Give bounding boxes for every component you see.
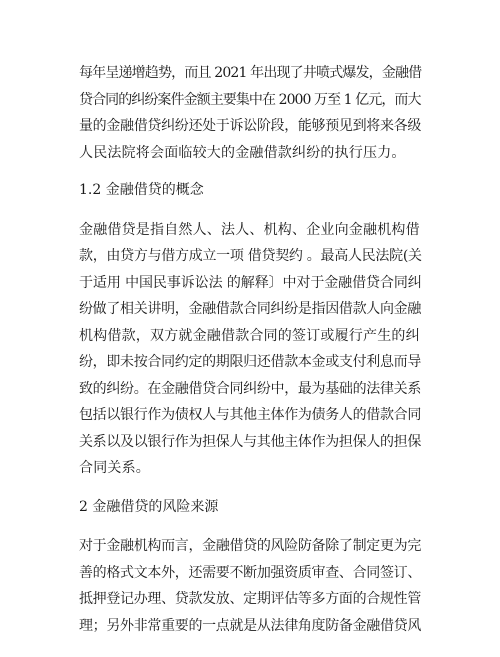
paragraph-2-line-5: 机构借款，双方就金融借款合同的签订或履行产生的纠 [79,328,420,344]
paragraph-2-line-7: 致的纠纷。在金融借贷合同纠纷中，最为基础的法律关系 [79,381,421,397]
section-1-2-heading: 1.2 金融借贷的概念 [79,182,204,198]
paragraph-3-line-1: 对于金融机构而言，金融借贷的风险防备除了制定更为完 [79,538,421,554]
paragraph-2-line-8: 包括以银行作为债权人与其他主体作为债务人的借款合同 [79,407,421,423]
paragraph-1-line-3: 量的金融借贷纠纷还处于诉讼阶段，能够预见到将来各级 [79,118,421,134]
paragraph-3-line-2: 善的格式文本外，还需要不断加强资质审查、合同签订、 [79,565,421,581]
paragraph-3-line-4: 理；另外非常重要的一点就是从法律角度防备金融借贷风 [79,618,421,634]
paragraph-1-line-1: 每年呈递增趋势，而且 2021 年出现了井喷式爆发，金融借 [79,65,422,81]
paragraph-2-line-9: 关系以及以银行作为担保人与其他主体作为担保人的担保 [79,434,421,450]
paragraph-2-line-3: 于适用 中国民事诉讼法 的解释〕中对于金融借贷合同纠 [79,275,422,291]
paragraph-2-line-4: 纷做了相关讲明，金融借款合同纠纷是指因借款人向金融 [79,301,421,317]
paragraph-2-line-10: 合同关系。 [79,460,150,476]
paragraph-1-line-4: 人民法院将会面临较大的金融借款纠纷的执行压力。 [79,145,406,161]
paragraph-2-line-1: 金融借贷是指自然人、法人、机构、企业向金融机构借 [79,222,420,238]
section-2-heading: 2 金融借贷的风险来源 [79,499,219,515]
paragraph-1-line-2: 贷合同的纠纷案件金额主要集中在 2000 万至 1 亿元，而大 [79,92,421,108]
paragraph-3-line-3: 抵押登记办理、贷款发放、定期评估等多方面的合规性管 [79,591,421,607]
paragraph-2-line-6: 纷，即未按合同约定的期限归还借款本金或支付利息而导 [79,354,421,370]
paragraph-2-line-2: 款，由贷方与借方成立一项 借贷契约 。最高人民法院(关 [79,248,422,264]
